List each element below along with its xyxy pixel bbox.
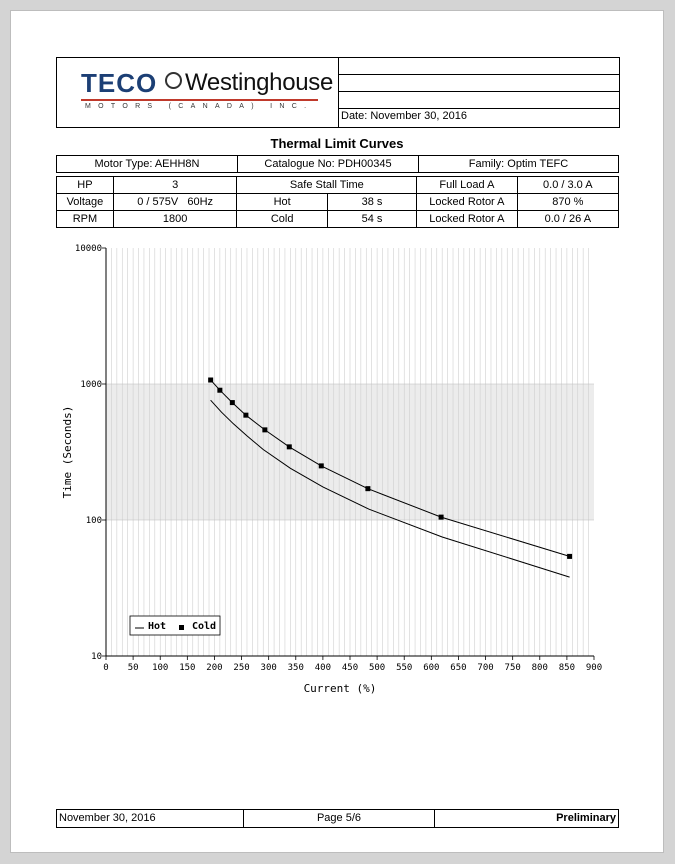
x-tick-label: 300 (260, 663, 277, 673)
document-page (10, 10, 664, 853)
legend-cold-swatch (179, 625, 184, 630)
locked-rotor-amp-value: 0.0 / 26 A (517, 211, 618, 228)
x-tick-label: 100 (152, 663, 169, 673)
rpm-label: RPM (57, 211, 114, 228)
x-tick-label: 800 (531, 663, 548, 673)
data-point-cold (262, 427, 267, 432)
logo-subtitle: MOTORS (CANADA) INC. (85, 103, 314, 110)
y-axis-label: Time (Seconds) (61, 405, 74, 499)
page-footer (56, 809, 619, 828)
hot-label: Hot (237, 194, 327, 211)
data-point-cold (217, 388, 222, 393)
locked-rotor-amp-label: Locked Rotor A (417, 211, 517, 228)
x-tick-label: 250 (233, 663, 250, 673)
x-tick-label: 200 (206, 663, 223, 673)
logo-brand: TECO (81, 68, 158, 98)
y-tick-label: 10000 (74, 244, 102, 254)
footer-status: Preliminary (435, 810, 619, 828)
legend-hot-label: Hot (148, 621, 167, 632)
voltage-label: Voltage (57, 194, 114, 211)
document-date: Date: November 30, 2016 (341, 110, 467, 122)
x-tick-label: 0 (103, 663, 109, 673)
hot-stall-time: 38 s (327, 194, 416, 211)
x-tick-label: 550 (396, 663, 413, 673)
motor-type: Motor Type: AEHH8N (57, 156, 238, 173)
hp-value: 3 (113, 177, 237, 194)
y-tick-label: 10 (91, 652, 102, 662)
footer-date: November 30, 2016 (57, 810, 244, 828)
cold-label: Cold (237, 211, 327, 228)
voltage-value: 0 / 575V 60Hz (113, 194, 237, 211)
full-load-value: 0.0 / 3.0 A (517, 177, 618, 194)
full-load-label: Full Load A (417, 177, 517, 194)
x-tick-label: 500 (368, 663, 386, 673)
locked-rotor-pct-label: Locked Rotor A (417, 194, 517, 211)
hp-label: HP (57, 177, 114, 194)
data-point-cold (243, 413, 248, 418)
data-point-cold (208, 378, 213, 383)
y-tick-label: 100 (85, 516, 102, 526)
data-point-cold (230, 400, 235, 405)
x-tick-label: 400 (314, 663, 332, 673)
data-point-cold (439, 515, 444, 520)
catalogue-number: Catalogue No: PDH00345 (238, 156, 419, 173)
data-point-cold (287, 444, 292, 449)
page-title: Thermal Limit Curves (270, 136, 404, 151)
locked-rotor-pct-value: 870 % (517, 194, 618, 211)
y-tick-label: 1000 (80, 380, 102, 390)
logo-partner: Westinghouse (185, 69, 334, 96)
x-tick-label: 750 (504, 663, 521, 673)
legend-cold-label: Cold (192, 621, 217, 632)
x-tick-label: 450 (341, 663, 359, 673)
data-point-cold (567, 554, 572, 559)
x-tick-label: 600 (423, 663, 440, 673)
chart-legend (130, 616, 220, 635)
x-tick-label: 850 (558, 663, 576, 673)
safe-stall-label: Safe Stall Time (237, 177, 417, 194)
motor-family: Family: Optim TEFC (419, 156, 619, 173)
cold-stall-time: 54 s (327, 211, 416, 228)
thermal-limit-chart (11, 11, 663, 711)
x-tick-label: 700 (477, 663, 494, 673)
x-tick-label: 50 (127, 663, 139, 673)
x-axis-label: Current (%) (303, 682, 377, 695)
x-tick-label: 650 (450, 663, 467, 673)
x-tick-label: 350 (287, 663, 304, 673)
data-point-cold (319, 463, 324, 468)
x-tick-label: 900 (585, 663, 603, 673)
rpm-value: 1800 (113, 211, 237, 228)
data-point-cold (365, 486, 370, 491)
footer-page-number: Page 5/6 (244, 810, 435, 828)
x-tick-label: 150 (179, 663, 196, 673)
